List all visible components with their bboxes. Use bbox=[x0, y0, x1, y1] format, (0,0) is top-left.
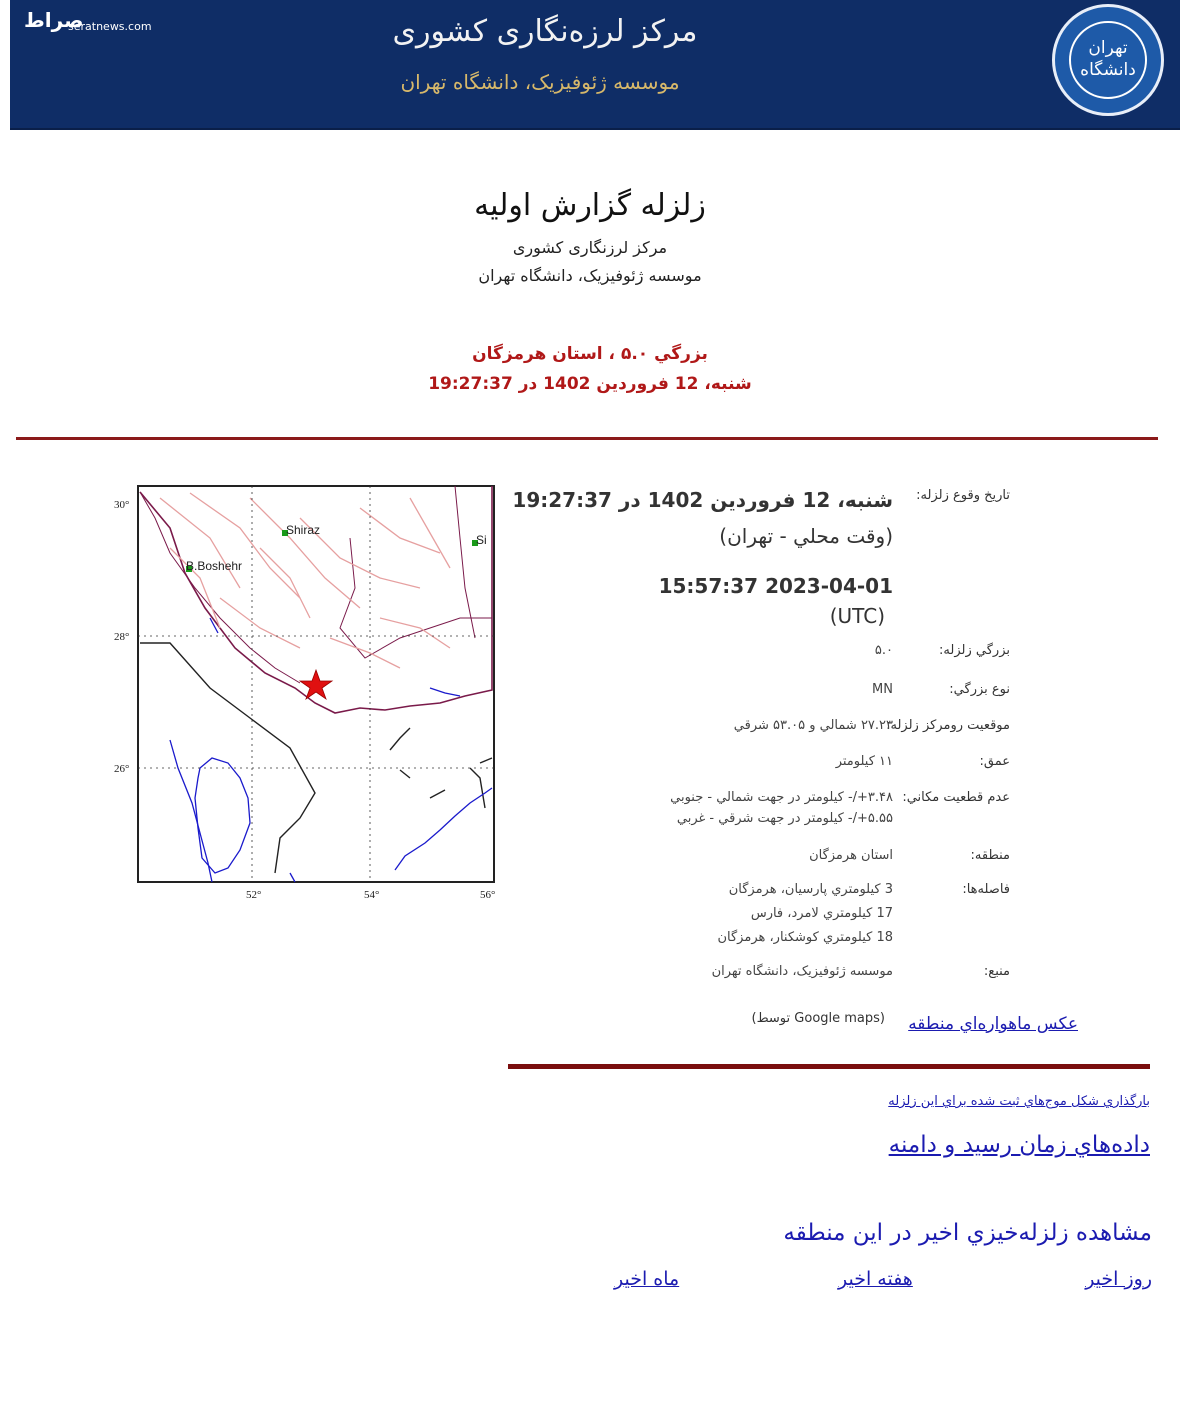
distance-item: 18 کيلومتري کوشکنار، هرمزگان bbox=[717, 930, 893, 945]
divider-top bbox=[16, 437, 1158, 440]
banner-title: مرکز لرزەنگاری کشوری bbox=[392, 14, 698, 49]
report-center: مرکز لرزنگاری کشوری bbox=[512, 238, 668, 257]
site-logo-mark: صراط bbox=[24, 8, 84, 32]
satellite-image-link[interactable]: عکس ماهواره‌اي منطقه bbox=[908, 1014, 1078, 1034]
city-label: Si bbox=[476, 533, 487, 547]
uncertainty-ns: ۳.۴۸+/- کيلومتر در جهت شمالي - جنوبي bbox=[670, 790, 893, 805]
lat-tick: 28° bbox=[114, 631, 130, 643]
distance-item: 17 کيلومتري لامرد، فارس bbox=[750, 906, 893, 921]
waveform-download-link[interactable]: بارگذاري شکل موج‌هاي ثبت شده براي اين زلزله bbox=[888, 1094, 1150, 1109]
epicenter-map[interactable] bbox=[100, 478, 510, 908]
report-title: زلزله گزارش اولیه bbox=[474, 188, 706, 223]
city-label: Shiraz bbox=[286, 523, 321, 537]
recent-seismicity-title: مشاهده زلزله‌خيزي اخير در اين منطقه bbox=[783, 1220, 1152, 1246]
magnitude-label: بزرگي زلزله: bbox=[939, 643, 1010, 658]
lon-tick: 56° bbox=[480, 889, 496, 901]
arrival-data-link[interactable]: داده‌هاي زمان رسيد و دامنه bbox=[888, 1132, 1150, 1158]
local-time: شنبه، 12 فروردين 1402 در 19:27:37 bbox=[512, 488, 893, 512]
distance-item: 3 کيلومتري پارسيان، هرمزگان bbox=[728, 882, 893, 897]
recent-week-link[interactable]: هفته اخير bbox=[838, 1268, 913, 1290]
utc-note: (UTC) bbox=[829, 604, 885, 628]
depth-label: عمق: bbox=[979, 754, 1010, 769]
local-time-note: (وقت محلي - تهران) bbox=[719, 524, 893, 548]
source-value: موسسه ژئوفيزيک، دانشگاه تهران bbox=[711, 964, 893, 979]
distances-label: فاصله‌ها: bbox=[962, 882, 1010, 897]
city-label: B.Boshehr bbox=[186, 559, 243, 573]
report-headline: بزرگي ۵.۰ ، استان هرمزگان bbox=[472, 344, 708, 364]
region-value: استان هرمزگان bbox=[809, 848, 893, 863]
region-label: منطقه: bbox=[970, 848, 1010, 863]
banner-subtitle: موسسه ژئوفیزیک، دانشگاه تهران bbox=[400, 70, 680, 94]
site-url: seratnews.com bbox=[68, 20, 152, 33]
university-logo-icon bbox=[1052, 4, 1164, 116]
recent-month-link[interactable]: ماه اخير bbox=[614, 1268, 680, 1290]
magtype-value: MN bbox=[872, 682, 893, 697]
report-institute: موسسه ژئوفیزیک، دانشگاه تهران bbox=[478, 266, 702, 285]
magnitude-value: ۵.۰ bbox=[874, 643, 893, 658]
uncertainty-ew: ۵.۵۵+/- کيلومتر در جهت شرقي - غربي bbox=[676, 811, 893, 826]
header-banner bbox=[10, 0, 1180, 130]
lat-tick: 30° bbox=[114, 499, 130, 511]
depth-value: ۱۱ کیلومتر bbox=[835, 754, 893, 769]
lat-tick: 26° bbox=[114, 763, 130, 775]
recent-day-link[interactable]: روز اخير bbox=[1085, 1268, 1152, 1290]
report-headline-date: شنبه، 12 فروردين 1402 در 19:27:37 bbox=[428, 374, 752, 394]
uncertainty-label: عدم قطعيت مکاني: bbox=[902, 790, 1010, 805]
time-label: تاريخ وقوع زلزله: bbox=[916, 488, 1010, 503]
location-value: ۲۷.۲۳ شمالي و ۵۳.۰۵ شرقي bbox=[733, 718, 893, 733]
divider-middle bbox=[508, 1064, 1150, 1069]
magtype-label: نوع بزرگي: bbox=[949, 682, 1010, 697]
source-label: منبع: bbox=[983, 964, 1010, 979]
lon-tick: 54° bbox=[364, 889, 380, 901]
utc-time: 2023-04-01 15:57:37 bbox=[658, 574, 893, 598]
satellite-note: (توسط Google maps) bbox=[751, 1011, 885, 1026]
location-label: موقعيت رومرکز زلزله: bbox=[886, 718, 1010, 733]
lon-tick: 52° bbox=[246, 889, 262, 901]
logo-text: تهران دانشگاه bbox=[1069, 21, 1147, 99]
